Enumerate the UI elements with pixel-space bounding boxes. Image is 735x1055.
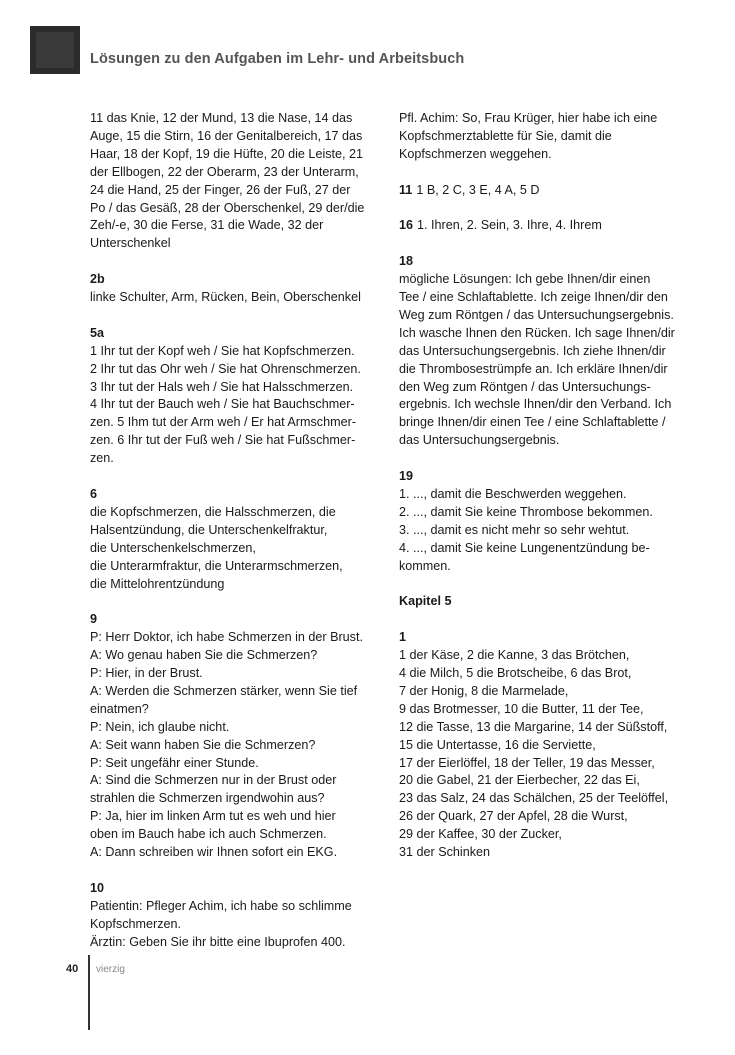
text-line: die Unterarmfraktur, die Unterarmschmerzen, (90, 558, 343, 573)
exercise-16 (399, 217, 689, 235)
exercise-number: 16 (399, 218, 414, 233)
text-line: Kopfschmerzen weggehen. (399, 146, 552, 161)
text-line: 1. Ihren, 2. Sein, 3. Ihre, 4. Ihrem (417, 218, 602, 233)
text-line: 23 das Salz, 24 das Schälchen, 25 der Teelöffel, (399, 791, 669, 806)
text-line: Kopfschmerztablette für Sie, damit die (399, 128, 612, 143)
text-line: 31 der Schinken (399, 845, 491, 860)
exercise-number: 5a (90, 325, 105, 340)
text-line: Tee / eine Schlaftablette. Ich zeige Ihnen/dir den (399, 290, 668, 305)
text-line: Po / das Gesäß, 28 der Oberschenkel, 29 der/die (90, 200, 365, 215)
text-line: Unterschenkel (90, 236, 171, 251)
exercise-number: 10 (90, 880, 105, 895)
text-line: P: Seit ungefähr einer Stunde. (90, 755, 259, 770)
text-line: 11 das Knie, 12 der Mund, 13 die Nase, 14 das (90, 111, 353, 125)
text-line: 1 der Käse, 2 die Kanne, 3 das Brötchen, (399, 648, 630, 663)
text-line: P: Nein, ich glaube nicht. (90, 719, 230, 734)
page-number-word: vierzig (96, 964, 125, 975)
text-line: ergebnis. Ich wechsle Ihnen/dir den Verband. Ich (399, 397, 672, 412)
footer-divider (88, 955, 90, 1030)
exercise-number: 2b (90, 272, 105, 287)
text-line: 24 die Hand, 25 der Finger, 26 der Fuß, 27 der (90, 182, 351, 197)
text-line: 9 das Brotmesser, 10 die Butter, 11 der Tee, (399, 701, 644, 716)
text-line: A: Werden die Schmerzen stärker, wenn Sie tief (90, 683, 358, 698)
text-line: A: Wo genau haben Sie die Schmerzen? (90, 648, 318, 663)
exercise-19 (399, 468, 689, 575)
chapter5-exercise-1 (399, 629, 689, 862)
exercise-18 (399, 253, 689, 450)
text-line: 4 Ihr tut der Bauch weh / Sie hat Bauchschmer- (90, 397, 355, 412)
header-logo-square (30, 26, 80, 74)
exercise-6 (90, 486, 380, 593)
text-line: zen. 5 Ihm tut der Arm weh / Er hat Armschmer- (90, 415, 356, 430)
exercise-number: 11 (399, 182, 413, 197)
text-line: A: Sind die Schmerzen nur in der Brust oder (90, 773, 337, 788)
text-line: Zeh/-e, 30 die Ferse, 31 die Wade, 32 der (90, 218, 324, 233)
text-line: bringe Ihnen/dir einen Tee / eine Schlaftablette / (399, 415, 666, 430)
text-line: die Kopfschmerzen, die Halsschmerzen, die (90, 504, 336, 519)
right-column (399, 110, 689, 880)
left-column (90, 110, 380, 969)
text-line: kommen. (399, 558, 451, 573)
text-line: Pfl. Achim: So, Frau Krüger, hier habe ich eine (399, 111, 658, 125)
text-line: den Weg zum Röntgen / das Untersuchungs- (399, 379, 651, 394)
text-line: 3. ..., damit es nicht mehr so sehr wehtut. (399, 522, 630, 537)
text-line: mögliche Lösungen: Ich gebe Ihnen/dir einen (399, 272, 651, 287)
text-line: P: Hier, in der Brust. (90, 666, 203, 681)
text-line: Auge, 15 die Stirn, 16 der Genitalbereich, 17 das (90, 128, 363, 143)
text-line: Patientin: Pfleger Achim, ich habe so schlimme (90, 898, 352, 913)
text-line: Haar, 18 der Kopf, 19 die Hüfte, 20 die Leiste, 21 (90, 146, 364, 161)
page-number: 40 (66, 963, 79, 975)
text-line: Halsentzündung, die Unterschenkelfraktur, (90, 522, 328, 537)
text-line: das Untersuchungsergebnis. Ich ziehe Ihnen/dir (399, 343, 666, 358)
text-line: Weg zum Röntgen / das Untersuchungsergebnis. (399, 307, 674, 322)
text-line: 29 der Kaffee, 30 der Zucker, (399, 827, 562, 842)
text-line: A: Dann schreiben wir Ihnen sofort ein EKG. (90, 845, 338, 860)
text-line: zen. (90, 451, 114, 466)
text-line: 17 der Eierlöffel, 18 der Teller, 19 das Messer, (399, 755, 655, 770)
exercise-5a (90, 325, 380, 468)
text-line: A: Seit wann haben Sie die Schmerzen? (90, 737, 316, 752)
text-line: 3 Ihr tut der Hals weh / Sie hat Halsschmerzen. (90, 379, 354, 394)
exercise-9 (90, 611, 380, 862)
text-line: 4 die Milch, 5 die Brotscheibe, 6 das Brot, (399, 666, 632, 680)
text-line: 7 der Honig, 8 die Marmelade, (399, 683, 569, 698)
chapter-heading: Kapitel 5 (399, 594, 452, 609)
text-line: linke Schulter, Arm, Rücken, Bein, Oberschenkel (90, 290, 361, 305)
page-title: Lösungen zu den Aufgaben im Lehr- und Arbeitsbuch (90, 51, 465, 67)
text-line: Ich wasche Ihnen den Rücken. Ich sage Ihnen/dir (399, 325, 675, 340)
text-line: 20 die Gabel, 21 der Eierbecher, 22 das Ei, (399, 773, 640, 788)
text-line: 2. ..., damit Sie keine Thrombose bekommen. (399, 504, 653, 519)
text-line: strahlen die Schmerzen irgendwohin aus? (90, 791, 325, 806)
text-line: 1 B, 2 C, 3 E, 4 A, 5 D (416, 182, 540, 197)
text-line: 26 der Quark, 27 der Apfel, 28 die Wurst, (399, 809, 628, 824)
exercise-1-continued (90, 110, 380, 253)
text-line: Ärztin: Geben Sie ihr bitte eine Ibuprofen 400. (90, 934, 346, 949)
text-line: die Thrombosestrümpfe an. Ich erkläre Ihnen/dir (399, 361, 668, 376)
text-line: 4. ..., damit Sie keine Lungenentzündung be- (399, 540, 650, 555)
text-line: 2 Ihr tut das Ohr weh / Sie hat Ohrenschmerzen. (90, 361, 361, 376)
exercise-number: 18 (399, 254, 414, 269)
exercise-number: 9 (90, 612, 98, 627)
text-line: die Mittelohrentzündung (90, 576, 225, 591)
text-line: 12 die Tasse, 13 die Margarine, 14 der Süßstoff, (399, 719, 668, 734)
text-line: 1 Ihr tut der Kopf weh / Sie hat Kopfschmerzen. (90, 343, 355, 358)
text-line: 1. ..., damit die Beschwerden weggehen. (399, 486, 627, 501)
text-line: Kopfschmerzen. (90, 916, 181, 931)
exercise-10 (90, 880, 380, 952)
exercise-number: 1 (399, 630, 407, 645)
text-line: einatmen? (90, 701, 149, 716)
text-line: der Ellbogen, 22 der Oberarm, 23 der Unterarm, (90, 164, 359, 179)
exercise-10-continued (399, 110, 689, 164)
text-line: die Unterschenkelschmerzen, (90, 540, 256, 555)
text-line: 15 die Untertasse, 16 die Serviette, (399, 737, 596, 752)
text-line: P: Herr Doktor, ich habe Schmerzen in der Brust. (90, 630, 363, 645)
text-line: oben im Bauch habe ich auch Schmerzen. (90, 827, 327, 842)
exercise-number: 6 (90, 486, 98, 501)
text-line: P: Ja, hier im linken Arm tut es weh und hier (90, 809, 336, 824)
text-line: das Untersuchungsergebnis. (399, 433, 560, 448)
exercise-2b (90, 271, 380, 307)
text-line: zen. 6 Ihr tut der Fuß weh / Sie hat Fußschmer- (90, 433, 356, 448)
exercise-number: 19 (399, 469, 414, 484)
exercise-11 (399, 182, 689, 200)
